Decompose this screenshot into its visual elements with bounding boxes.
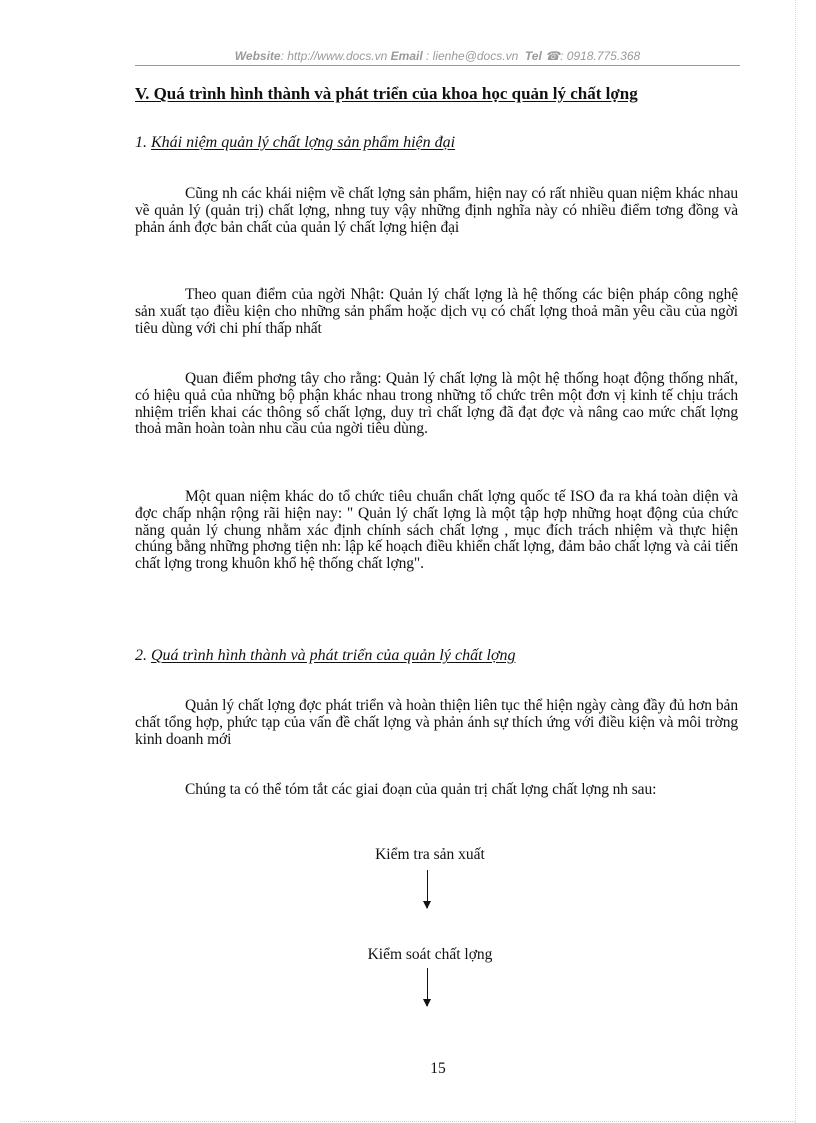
paragraph-western-view: Quan điểm phơng tây cho rằng: Quản lý chất lợng là một hệ thống hoạt động thống nhất, có hiệu quả của những bộ phận khác nhau trong những tổ chức trên một đơn vị kinh tế chịu trách nhiệm triển khai các thông số chất lợng, duy trì chất lợng đã đạt đợc và nâng cao mức chất lợng thoả mãn hoàn toàn nhu cầu của ngời tiêu dùng.: [135, 370, 738, 438]
flow-step-quality-control: Kiểm soát chất lợng: [367, 946, 493, 963]
tel-value: ☎: 0918.775.368: [541, 49, 641, 63]
website-value: : http://www.docs.vn: [280, 49, 388, 63]
flow-step-production-inspection: Kiểm tra sản xuất: [375, 846, 485, 863]
header-divider: [135, 65, 740, 66]
subsection-2-text: Quá trình hình thành và phát triển của quản lý chất lợng: [151, 647, 516, 664]
page-number: 15: [430, 1060, 446, 1077]
website-label: Website: [234, 49, 281, 63]
paragraph-japan-view: Theo quan điểm của ngời Nhật: Quản lý chất lợng là hệ thống các biện pháp công nghệ sản xuất tạo điều kiện cho những sản phẩm hoặc dịch vụ có chất lợng thoả mãn yêu cầu của ngời tiêu dùng với chi phí thấp nhất: [135, 286, 738, 337]
paragraph-concepts: Cũng nh các khái niệm về chất lợng sản phẩm, hiện nay có rất nhiều quan niệm khác nhau về quản lý (quản trị) chất lợng, nhng tuy vậy những định nghĩa này có nhiều điểm tơng đồng và phản ánh đợc bản chất của quản lý chất lợng hiện đại: [135, 185, 738, 236]
subsection-2-title: [135, 647, 516, 665]
section-title: V. Quá trình hình thành và phát triển của khoa học quản lý chất lợng: [135, 84, 638, 103]
paragraph-iso-view: Một quan niệm khác do tổ chức tiêu chuẩn chất lợng quốc tế ISO đa ra khá toàn diện và đợc chấp nhận rộng rãi hiện nay: " Quản lý chất lợng là một tập hợp những hoạt động của chức năng quản lý chung nhằm xác định chính sách chất lợng , mục đích trách nhiệm và thực hiện chúng bằng những phơng tiện nh: lập kế hoạch điều khiển chất lợng, đảm bảo chất lợng và cải tiến chất lợng trong khuôn khổ hệ thống chất lợng".: [135, 488, 738, 573]
email-label: Email: [390, 49, 423, 63]
subsection-2-number: 2.: [135, 647, 151, 664]
paragraph-stages-intro: Chúng ta có thể tóm tắt các giai đoạn của quản trị chất lợng chất lợng nh sau:: [185, 781, 657, 798]
flow-arrow-down-icon: [427, 870, 428, 908]
subsection-1-title: [135, 134, 455, 152]
subsection-1-number: 1.: [135, 134, 151, 151]
page-right-border: [795, 0, 796, 1123]
tel-label: Tel: [524, 49, 542, 63]
paragraph-development: Quản lý chất lợng đợc phát triển và hoàn thiện liên tục thể hiện ngày càng đầy đủ hơn bản chất tổng hợp, phức tạp của vấn đề chất lợng và phản ánh sự thích ứng với điều kiện và môi trờng kinh doanh mới: [135, 697, 738, 748]
page-bottom-border: [20, 1121, 795, 1122]
page-header: [135, 49, 740, 63]
flow-arrow-down-icon: [427, 968, 428, 1006]
subsection-1-text: Khái niệm quản lý chất lợng sản phẩm hiện đại: [151, 134, 456, 151]
email-value: : lienhe@docs.vn: [422, 49, 519, 63]
